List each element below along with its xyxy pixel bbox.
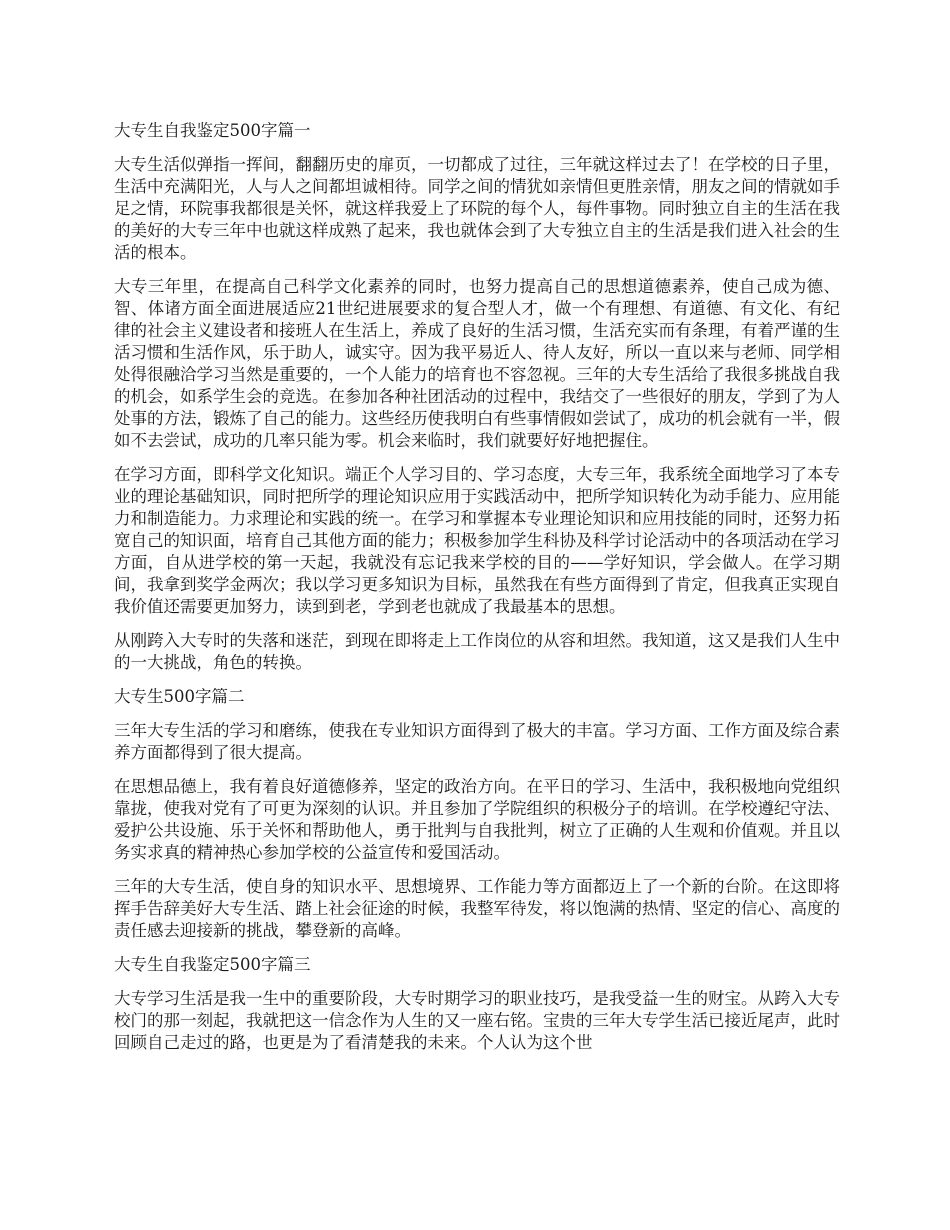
section-heading-2: 大专生500字篇二 [114,687,245,706]
paragraph-6: 在思想品德上，我有着良好道德修养，坚定的政治方向。在平日的学习、生活中，我积极地向党组织靠拢，使我对党有了可更为深刻的认识。并且参加了学院组织的积极分子的培训。在学校遵纪守法、爱护公共设施、乐于关怀和帮助他人，勇于批判与自我批判，树立了正确的人生观和价值观。并且以务实求真的精神热心参加学校的公益宣传和爱国活动。 [114,777,840,862]
paragraph-1: 大专生活似弹指一挥间，翻翻历史的扉页，一切都成了过往，三年就这样过去了！在学校的日子里，生活中充满阳光，人与人之间都坦诚相待。同学之间的情犹如亲情但更胜亲情，朋友之间的情就如手足之情，环院事我都很是关怀，就这样我爱上了环院的每个人，每件事物。同时独立自主的生活在我的美好的大专三年中也就这样成熟了起来，我也就体会到了大专独立自主的生活是我们进入社会的生活的根本。 [114,155,840,262]
paragraph-4: 从刚跨入大专时的失落和迷茫，到现在即将走上工作岗位的从容和坦然。我知道，这又是我们人生中的一大挑战，角色的转换。 [114,631,840,672]
paragraph-2: 大专三年里，在提高自己科学文化素养的同时，也努力提高自己的思想道德素养，使自己成为德、智、体诸方面全面进展适应21世纪进展要求的复合型人才，做一个有理想、有道德、有文化、有纪律的社会主义建设者和接班人在生活上，养成了良好的生活习惯，生活充实而有条理，有着严谨的生活习惯和生活作风，乐于助人，诚实守。因为我平易近人、待人友好，所以一直以来与老师、同学相处得很融洽学习当然是重要的，一个人能力的培育也不容忽视。三年的大专生活给了我很多挑战自我的机会，如系学生会的竞选。在参加各种社团活动的过程中，我结交了一些很好的朋友，学到了为人处事的方法，锻炼了自己的能力。这些经历使我明白有些事情假如尝试了，成功的机会就有一半，假如不去尝试，成功的几率只能为零。机会来临时，我们就要好好地把握住。 [114,277,840,450]
document-page [114,120,840,1066]
paragraph-7: 三年的大专生活，使自身的知识水平、思想境界、工作能力等方面都迈上了一个新的台阶。在这即将挥手告辞美好大专生活、踏上社会征途的时候，我整军待发，将以饱满的热情、坚定的信心、高度的责任感去迎接新的挑战，攀登新的高峰。 [114,877,840,940]
section-heading-3: 大专生自我鉴定500字篇三 [114,955,311,974]
paragraph-3: 在学习方面，即科学文化知识。端正个人学习目的、学习态度，大专三年，我系统全面地学习了本专业的理论基础知识，同时把所学的理论知识应用于实践活动中，把所学知识转化为动手能力、应用能力和制造能力。力求理论和实践的统一。在学习和掌握本专业理论知识和应用技能的同时，还努力拓宽自己的知识面，培育自己其他方面的能力；积极参加学生科协及科学讨论活动中的各项活动在学习方面，自从进学校的第一天起，我就没有忘记我来学校的目的——学好知识，学会做人。在学习期间，我拿到奖学金两次；我以学习更多知识为目标，虽然我在有些方面得到了肯定，但我真正实现自我价值还需要更加努力，读到到老，学到老也就成了我最基本的思想。 [114,465,840,616]
paragraph-5: 三年大专生活的学习和磨练，使我在专业知识方面得到了极大的丰富。学习方面、工作方面及综合素养方面都得到了很大提高。 [114,721,840,762]
paragraph-8: 大专学习生活是我一生中的重要阶段，大专时期学习的职业技巧，是我受益一生的财宝。从跨入大专校门的那一刻起，我就把这一信念作为人生的又一座右铭。宝贵的三年大专学生活已接近尾声，此时回顾自己走过的路，也更是为了看清楚我的未来。个人认为这个世 [114,989,840,1052]
section-heading-1: 大专生自我鉴定500字篇一 [114,121,311,140]
